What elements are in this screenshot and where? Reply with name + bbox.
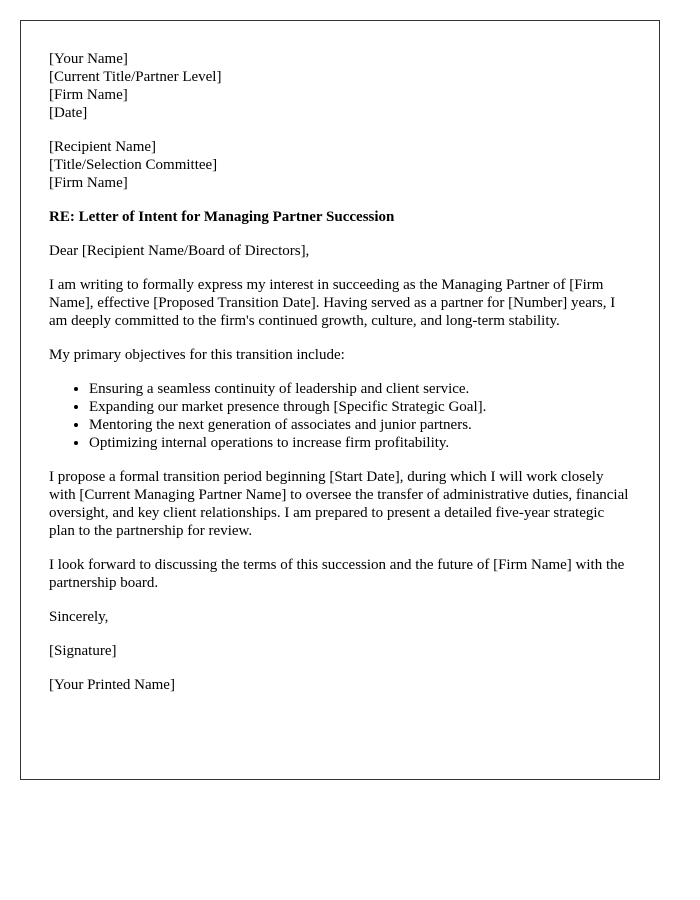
sender-title: [Current Title/Partner Level] — [49, 69, 222, 85]
recipient-firm: [Firm Name] — [49, 175, 128, 191]
list-item: • Mentoring the next generation of associates and junior partners. — [89, 416, 631, 434]
intro-paragraph: I am writing to formally express my interest in succeeding as the Managing Partner of [Firm Name], effective [Proposed Transition Date]. Having served as a partner for [Number] years, I am deeply committed to the firm's continued growth, culture, and long-term stability. — [49, 277, 616, 329]
signature: [Signature] — [49, 643, 117, 659]
sender-block — [49, 50, 631, 122]
closing-paragraph: I look forward to discussing the terms of this succession and the future of [Firm Name] with the partnership board. — [49, 557, 625, 591]
closing: Sincerely, — [49, 609, 109, 625]
subject-line: RE: Letter of Intent for Managing Partner Succession — [49, 209, 395, 225]
letter-date: [Date] — [49, 105, 88, 121]
letter — [20, 20, 660, 780]
list-item: • Expanding our market presence through [Specific Strategic Goal]. — [89, 398, 631, 416]
objectives-list — [49, 380, 631, 452]
recipient-name: [Recipient Name] — [49, 139, 157, 155]
salutation: Dear [Recipient Name/Board of Directors], — [49, 243, 310, 259]
recipient-title: [Title/Selection Committee] — [49, 157, 218, 173]
printed-name: [Your Printed Name] — [49, 677, 175, 693]
list-item: • Optimizing internal operations to increase firm profitability. — [89, 434, 631, 452]
sender-name: [Your Name] — [49, 51, 128, 67]
objectives-lead: My primary objectives for this transition include: — [49, 347, 345, 363]
sender-firm: [Firm Name] — [49, 87, 128, 103]
proposal-paragraph: I propose a formal transition period beginning [Start Date], during which I will work closely with [Current Managing Partner Name] to oversee the transfer of administrative duties, financial oversight, and key client relationships. I am prepared to present a detailed five-year strategic plan to the partnership for review. — [49, 469, 629, 539]
list-item: • Ensuring a seamless continuity of leadership and client service. — [89, 380, 631, 398]
recipient-block — [49, 138, 631, 192]
